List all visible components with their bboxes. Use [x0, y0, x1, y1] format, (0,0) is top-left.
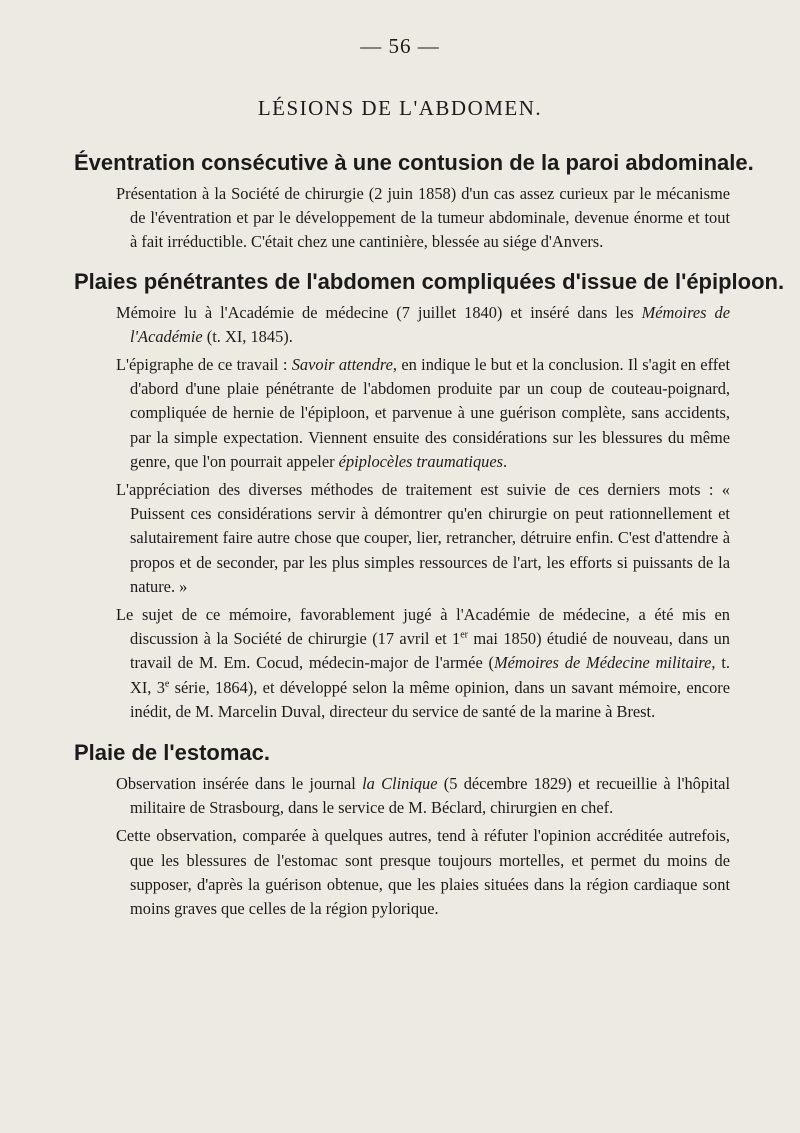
section-heading-plaies-penetrantes: Plaies pénétrantes de l'abdomen compliquées d'issue de l'épiploon.: [74, 268, 785, 294]
journal-title: Mémoires de Médecine militaire: [494, 653, 712, 673]
paragraph: L'appréciation des diverses méthodes de traitement est suivie de ces derniers mots : « Puissent ces considérations servir à démontrer qu'en chirurgie on peut rationnellement et salutairement faire autre chose que couper, lier, retrancher, détruire enfin. C'est d'attendre à propos et de seconder, par les plus simples ressources de l'art, les efforts si puissants de la nature. »: [116, 480, 730, 596]
section-heading-plaie-estomac: Plaie de l'estomac.: [74, 740, 270, 766]
paragraph: Présentation à la Société de chirurgie (2 juin 1858) d'un cas assez curieux par le mécanisme de l'éventration et par le développement de la tumeur abdominale, devenue énorme et tout à fait irréductible. C'était chez une cantinière, blessée au siége d'Anvers.: [116, 184, 730, 252]
section-heading-eventration: Éventration consécutive à une contusion de la paroi abdominale.: [74, 150, 754, 175]
epigraph: Savoir attendre: [291, 355, 393, 375]
paragraph: L'épigraphe de ce travail : Savoir attendre, en indique le but et la conclusion. Il s'agit en effet d'abord d'une plaie pénétrante de l'abdomen produite par un coup de couteau-poignard, compliquée de hernie de l'épiploon, et parvenue à une guérison complète, sans accidents, par la simple expectation. Viennent ensuite des considérations sur les blessures du même genre, que l'on pourrait appeler épiplocèles traumatiques.: [116, 355, 731, 471]
paragraph: Le sujet de ce mémoire, favorablement jugé à l'Académie de médecine, a été mis en discussion à la Société de chirurgie (17 avril et 1er mai 1850) étudié de nouveau, dans un travail de M. Em. Cocud, médecin-major de l'armée (Mémoires de Médecine militaire, t. XI, 3e série, 1864), et développé selon la même opinion, dans un savant mémoire, encore inédit, de M. Marcelin Duval, directeur du service de santé de la marine à Brest.: [116, 605, 730, 721]
paragraph: Observation insérée dans le journal la Clinique (5 décembre 1829) et recueillie à l'hôpital militaire de Strasbourg, dans le service de M. Béclard, chirurgien en chef.: [116, 774, 730, 818]
journal-title: la Clinique: [362, 774, 438, 794]
journal-title: Mémoires de l'Académie: [130, 302, 730, 346]
chapter-title: LÉSIONS DE L'ABDOMEN.: [257, 96, 543, 120]
paragraph: Cette observation, comparée à quelques autres, tend à réfuter l'opinion accréditée autrefois, que les blessures de l'estomac sont presque toujours mortelles, et permet du moins de supposer, d'après la guérison obtenue, que les plaies situées dans la région cardiaque sont moins graves que celles de la région pylorique.: [116, 826, 730, 919]
page-number: — 56 —: [360, 34, 440, 58]
paragraph: Mémoire lu à l'Académie de médecine (7 juillet 1840) et inséré dans les Mémoires de l'Académie (t. XI, 1845).: [116, 302, 730, 346]
term: épiplocèles traumatiques: [338, 451, 504, 471]
page-content: [74, 148, 785, 921]
